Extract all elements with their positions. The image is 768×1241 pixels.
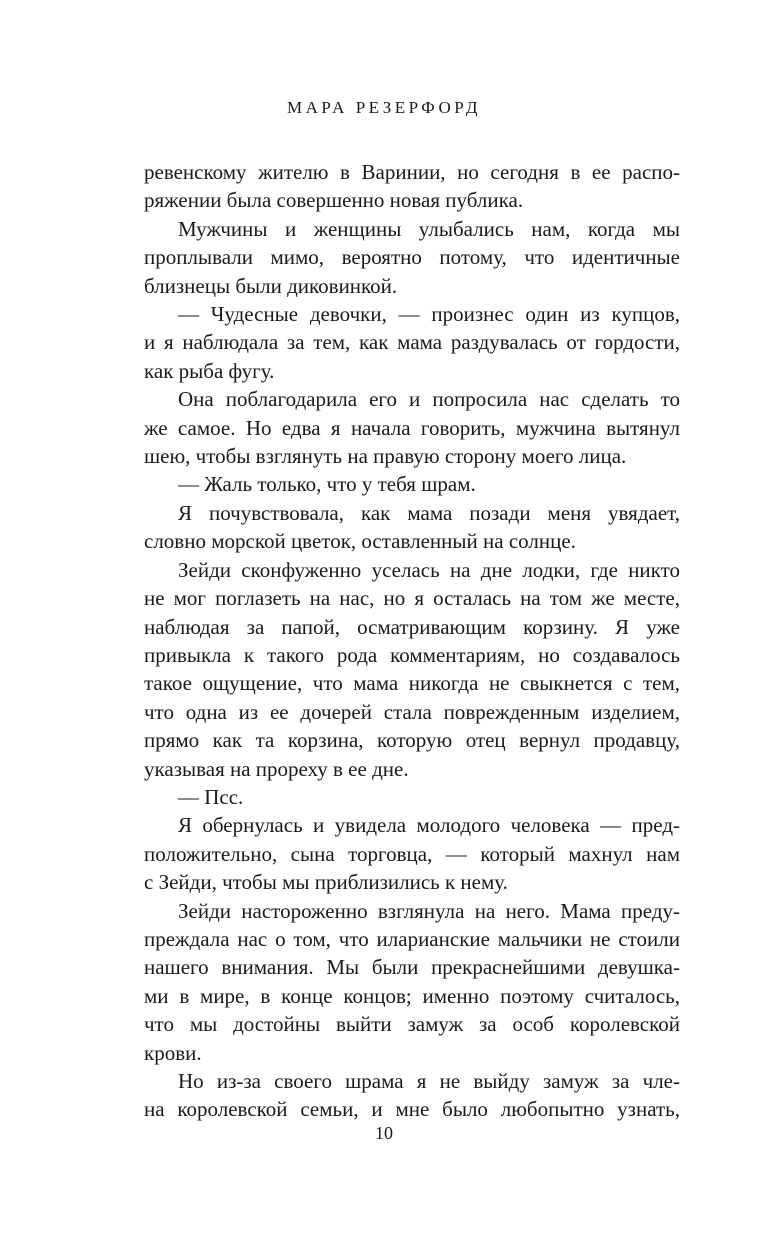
text-line: Я почувствовала, как мама позади меня увядает, xyxy=(178,500,680,525)
paragraph xyxy=(144,499,680,556)
text-line: Но из-за своего шрама я не выйду замуж за чле- xyxy=(178,1069,680,1093)
text-line: Я обернулась и увидела молодого человека — пред- xyxy=(178,813,680,838)
text-line: наблюдая за папой, осматривающим корзину. Я уже xyxy=(144,614,680,639)
paragraph xyxy=(144,811,680,896)
text-line: с Зейди, чтобы мы приблизились к нему. xyxy=(144,870,508,895)
paragraph xyxy=(144,897,680,1067)
text-line: не мог поглазеть на нас, но я осталась на том же месте, xyxy=(144,586,680,611)
text-line: что мы достойны выйти замуж за особ королевской xyxy=(144,1012,680,1037)
text-line: нашего внимания. Мы были прекраснейшими девушка- xyxy=(144,955,680,980)
running-header: МАРА РЕЗЕРФОРД xyxy=(287,98,481,117)
text-line: проплывали мимо, вероятно потому, что идентичные xyxy=(144,245,680,270)
paragraph xyxy=(144,158,680,215)
paragraph xyxy=(144,385,680,470)
text-line: ревенскому жителю в Варинии, но сегодня в ее распо- xyxy=(144,160,680,184)
paragraph xyxy=(144,556,680,783)
text-line: Она поблагодарила его и попросила нас сделать то xyxy=(178,387,680,412)
text-line: близнецы были диковинкой. xyxy=(144,273,398,298)
text-line: как рыба фугу. xyxy=(144,358,275,383)
text-line: положительно, сына торговца, — который махнул нам xyxy=(144,841,680,866)
paragraph xyxy=(144,300,680,385)
text-line: ми в мире, в конце концов; именно поэтому считалось, xyxy=(144,983,680,1008)
page-number: 10 xyxy=(375,1123,393,1143)
text-line: что одна из ее дочерей стала поврежденным изделием, xyxy=(144,699,680,724)
text-line: — Жаль только, что у тебя шрам. xyxy=(178,472,476,497)
text-line: и я наблюдала за тем, как мама раздувалась от гордости, xyxy=(144,330,680,355)
text-line: преждала нас о том, что иларианские мальчики не стоили xyxy=(144,926,680,951)
text-line: ряжении была совершенно новая публика. xyxy=(144,188,524,213)
text-line: Зейди сконфуженно уселась на дне лодки, где никто xyxy=(178,557,680,582)
text-line: — Псс. xyxy=(178,784,244,809)
text-line: крови. xyxy=(144,1040,202,1065)
text-line: привыкла к такого рода комментариям, но создавалось xyxy=(144,642,680,667)
text-line: же самое. Но едва я начала говорить, мужчина вытянул xyxy=(144,415,680,440)
paragraph xyxy=(144,470,680,498)
text-line: такое ощущение, что мама никогда не свыкнется с тем, xyxy=(144,671,680,696)
text-line: Зейди настороженно взглянула на него. Мама преду- xyxy=(178,898,680,923)
body-text xyxy=(144,158,680,1124)
text-line: Мужчины и женщины улыбались нам, когда мы xyxy=(178,216,680,241)
text-line: словно морской цветок, оставленный на солнце. xyxy=(144,529,576,554)
text-line: на королевской семьи, и мне было любопытно узнать, xyxy=(144,1097,680,1122)
text-line: указывая на прореху в ее дне. xyxy=(144,756,409,781)
paragraph xyxy=(144,783,680,811)
text-line: шею, чтобы взглянуть на правую сторону моего лица. xyxy=(144,444,627,469)
paragraph xyxy=(144,215,680,300)
paragraph xyxy=(144,1067,680,1124)
text-line: — Чудесные девочки, — произнес один из купцов, xyxy=(178,302,680,327)
text-line: прямо как та корзина, которую отец вернул продавцу, xyxy=(144,728,680,753)
